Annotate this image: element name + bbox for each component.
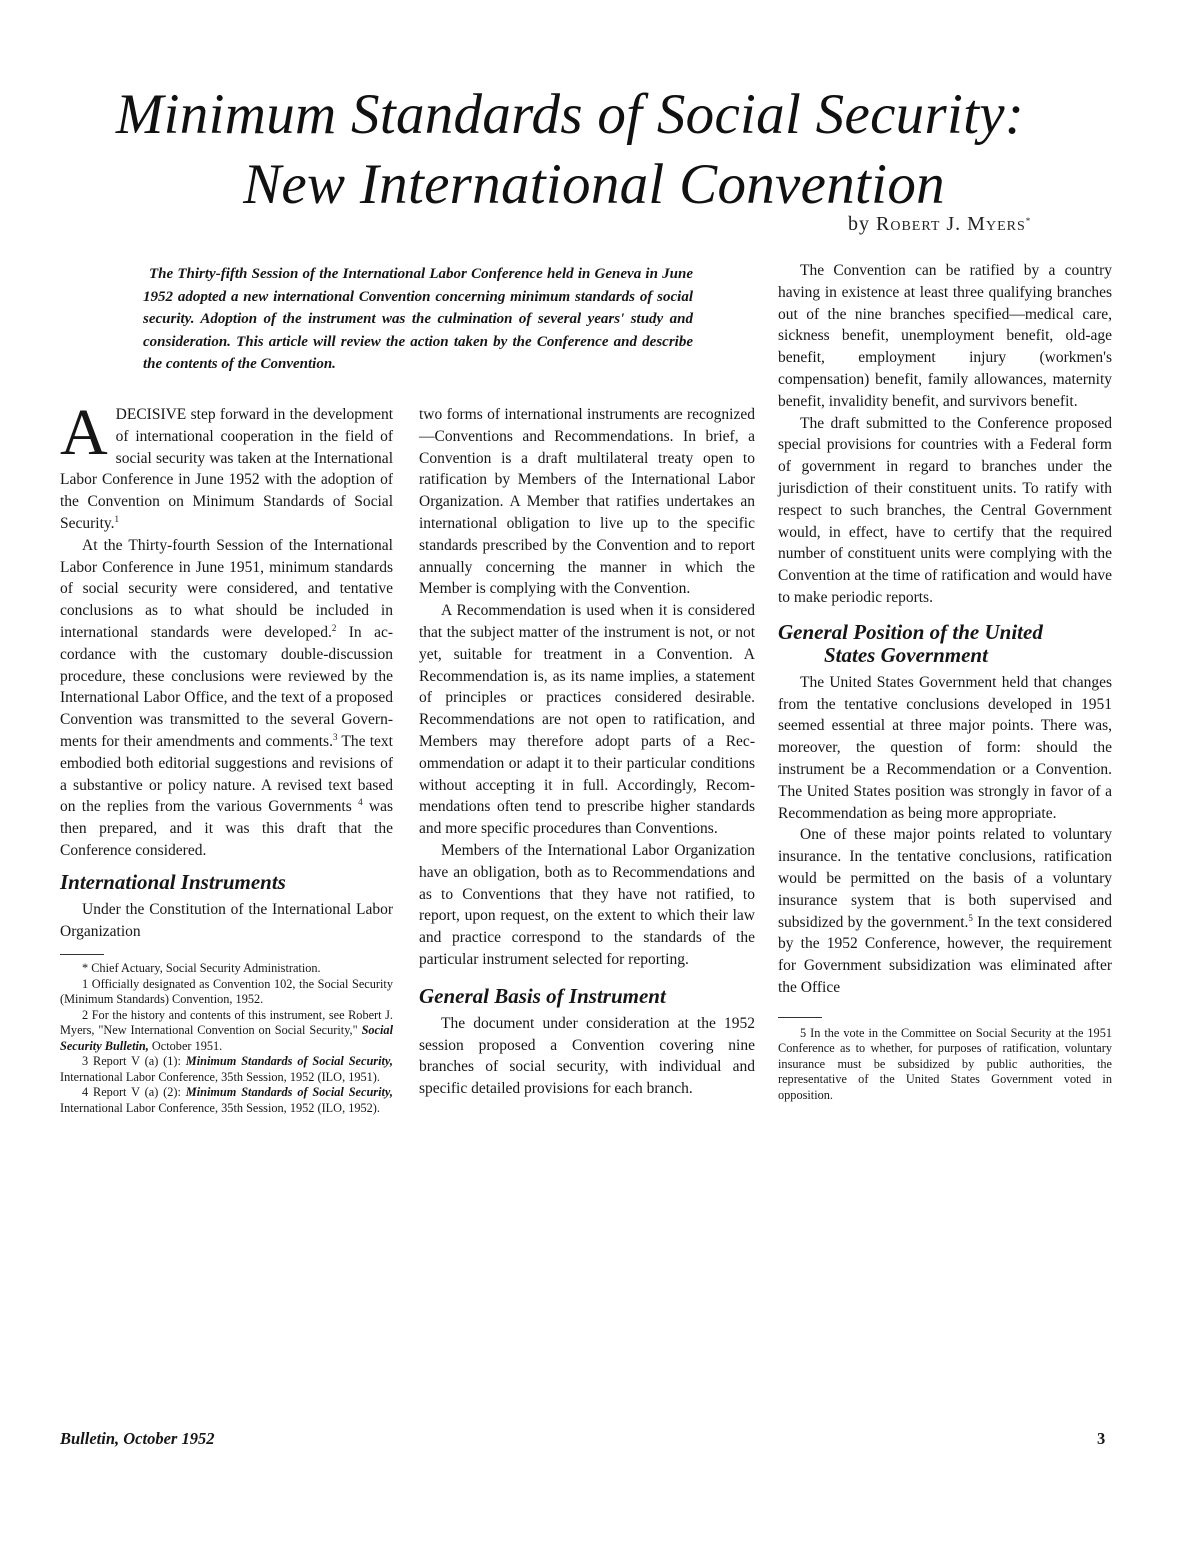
paragraph: [778, 824, 1112, 998]
publication-footer: Bulletin, October 1952: [60, 1429, 215, 1448]
drop-cap: A: [60, 396, 108, 469]
paragraph: The draft submitted to the Conference proposed special provisions for countries with a Federal form of government in regard to branches under the jurisdiction of their constituent units. To ratify with respect to such branches, the Central Government would, in effect, have to certify that the required number of constituent units were complying with the Convention at the time of ratification and would have to make periodic reports.: [778, 414, 1112, 606]
paragraph-text: was then prepared, and it was this draft that the Conference considered.: [60, 798, 393, 859]
section-heading: General Basis of Instrument: [419, 983, 666, 1008]
title-line-1: Minimum Standards of Social Security:: [115, 83, 1025, 146]
paragraph: [60, 396, 393, 535]
author-footnote-mark: *: [1025, 216, 1032, 226]
author-name: Robert J. Myers: [876, 213, 1026, 235]
section-heading: [778, 621, 1112, 667]
heading-line: General Position of the United: [778, 619, 1043, 644]
footnote-text: International Labor Conference, 35th Session, 1952 (ILO, 1951).: [60, 1069, 380, 1084]
footnote: 5 In the vote in the Committee on Social Security at the 1951 Conference as to whether, for purposes of ratification, voluntary insurance must be subsidized by public authorities, the representative of the United States Government voted in opposition.: [778, 1025, 1112, 1102]
footnote-text: 2 For the history and contents of this instrument, see Robert J. Myers, "New International Convention on Social Security,": [60, 1007, 393, 1038]
column-2: [419, 404, 755, 1100]
footnote-citation: Social Security Bulletin,: [60, 1023, 393, 1053]
paragraph-text: One of these major points related to voluntary insurance. In the tentative conclusions, ratification would be permitted on the basis of a voluntary insurance system that is both supervised and subsidized by the government.: [778, 826, 1112, 931]
paragraph: Under the Constitution of the International Labor Organization: [60, 900, 393, 940]
paragraph: A Recommendation is used when it is considered that the subject matter of the instrument is not, or not yet, suitable for treatment in a Convention. A Recommendation is, as its name implies, a statement of principles or practices considered desirable. Recommendations are not open to ratification, and Members may therefore adopt parts of a Recommendation or adapt it to their particular conditions without accepting it in full. Accordingly, Recommendations often tend to prescribe higher standards and more specific procedures than Conventions.: [419, 602, 755, 838]
article-title: [0, 80, 1200, 220]
footnote: [60, 1085, 393, 1116]
heading-line: States Government: [824, 642, 988, 667]
footnote-text: October 1951.: [148, 1038, 223, 1053]
paragraph: The United States Government held that changes from the tentative conclusions developed in 1951 seemed essential at three major points. There was, moreover, the question of form: should the instrument be a Recommendation or a Convention. The United States position was strongly in favor of a Recommendation as being more appropriate.: [778, 673, 1112, 822]
paragraph: [60, 535, 393, 862]
lead-words: DECISIVE: [115, 406, 187, 423]
footnote: 1 Officially designated as Convention 102, the Social Security (Minimum Standards) Convention, 1952.: [60, 976, 393, 1007]
footnote-text: 3 Report V (a) (1):: [82, 1054, 186, 1069]
footnote-text: 4 Report V (a) (2):: [82, 1085, 186, 1100]
footnote-citation: Minimum Standards of Social Security,: [185, 1054, 393, 1069]
byline-prefix: by: [848, 213, 870, 235]
footnote: [60, 1008, 393, 1055]
page-number: 3: [1097, 1429, 1106, 1448]
footnote-ref: 4: [358, 797, 363, 808]
paragraph: The Convention can be ratified by a country having in existence at least three qualifying branches out of the nine branches specified—medical care, sickness benefit, unemployment benefit, old-age benefit, employment injury (workmen's compensation) benefit, family allowances, maternity benefit, invalidity benefit, and survivors benefit.: [778, 262, 1112, 410]
paragraph-text: step forward in the development of international cooperation in the field of social security was taken at the International Labor Conference in June 1952 with the adoption of the Convention on Minimum Standards of Social Security.: [60, 406, 393, 532]
paragraph: The document under consideration at the 1952 session proposed a Convention covering nine branches of social security, with individual and specific detailed provisions for each branch.: [419, 1014, 755, 1098]
footnote-ref: 1: [114, 513, 120, 524]
abstract: The Thirty-fifth Session of the International Labor Conference held in Geneva in June 1952 adopted a new international Convention concerning minimum standards of social security. Adoption of the instrument was the culmination of several years' study and consideration. This article will review the action taken by the Conference and describe the contents of the Convention.: [143, 266, 693, 373]
section-heading: International Instruments: [60, 869, 286, 894]
paragraph-text: The text embodied both editorial suggestions and revisions of a substantive or policy nature. A revised text based on the replies from the various Governments: [60, 732, 393, 816]
footnote-citation: Minimum Standards of Social Security,: [185, 1085, 393, 1100]
byline: [848, 213, 1031, 236]
footnote-ref: 5: [968, 912, 973, 923]
column-1: [60, 396, 394, 1116]
paragraph: two forms of international instruments are recognized—Conventions and Recommendations. In brief, a Convention is a draft multilateral treaty open to ratification by Members of the International Labor Organization. A Member that ratifies undertakes an international obligation to live up to the specific standards prescribed by the Convention and to report annually concerning the manner in which the Member is complying with the Convention.: [419, 406, 755, 598]
footnote-ref: 3: [332, 731, 338, 742]
paragraph: Members of the International Labor Organization have an obligation, both as to Recommendations and as to Conventions that they have not ratified, to report, upon request, on the extent to which their law and practice correspond to the standards of the particular instrument selected for reporting.: [419, 841, 755, 968]
footnote: [60, 1054, 393, 1085]
footnote-divider: [778, 1017, 822, 1018]
paragraph-text: At the Thirty-fourth Session of the International Labor Conference in June 1951, minimum standards of social security were considered, and tentative conclusions as to what should be included in international standards were developed.: [60, 536, 393, 641]
footnote: * Chief Actuary, Social Security Administration.: [82, 961, 321, 976]
footnote-text: International Labor Conference, 35th Session, 1952 (ILO, 1952).: [60, 1100, 380, 1115]
paragraph-text: In the text considered by the 1952 Conference, however, the requirement for Government subsidization was eliminated after the Office: [778, 913, 1112, 996]
footnote-divider: [60, 954, 104, 955]
title-line-2: New International Convention: [243, 153, 945, 216]
paragraph-text: In accordance with the customary double-discussion procedure, these conclusions were reviewed by the International Labor Office, and the text of a proposed Convention was transmitted to the several Governments for their amendments and comments.: [60, 623, 394, 750]
footnote-ref: 2: [331, 622, 337, 633]
column-3: [778, 260, 1112, 1103]
